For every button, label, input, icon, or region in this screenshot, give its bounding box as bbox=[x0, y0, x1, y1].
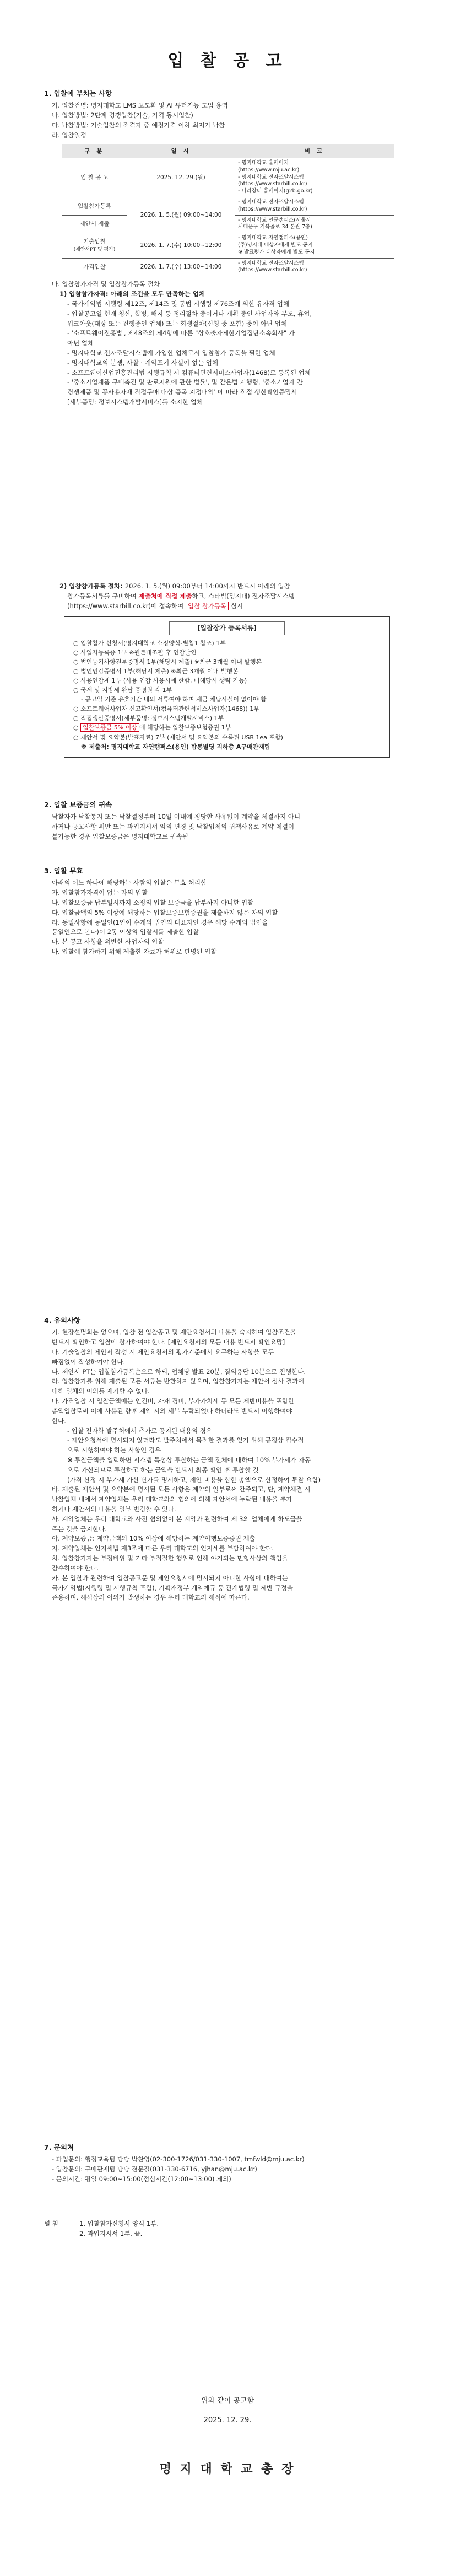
document-item: ○ 법인등기사항전부증명서 1부(해당시 제출) ※최근 3개월 이내 발행본 bbox=[73, 658, 262, 666]
note-subline: - 제안요청서에 명시되지 않더라도 발주처에서 목적한 결과를 얻기 위해 공정상 필수적 bbox=[67, 1436, 304, 1445]
document-item: ○ 제안서 및 요약본(발표자료) 7부 (제안서 및 요약본의 수록된 USB 1ea 포함) bbox=[73, 733, 283, 741]
table-cell: 2026. 1. 7.(수) 10:00~12:00 bbox=[127, 233, 235, 258]
cell-line: - 명지대학교 전자조달시스템 bbox=[238, 260, 304, 266]
document-item: ○ 사업자등록증 1부 ※원본대조필 후 인감날인 bbox=[73, 649, 197, 657]
note-line: 주는 것을 금지한다. bbox=[52, 1525, 107, 1533]
procedure-text: 하고, 스타빌(명지대) 전자조달시스템 bbox=[192, 592, 295, 600]
procedure-line bbox=[44, 602, 411, 611]
note-line: 한다. bbox=[52, 1416, 66, 1425]
note-line: 마. 가격입찰 시 입찰금액에는 인건비, 자재 경비, 부가가치세 등 모든 제반비용을 포함한 bbox=[52, 1397, 294, 1405]
note-line: 감수하여야 한다. bbox=[52, 1564, 99, 1572]
procedure-text: 2026. 1. 5.(월) 09:00부터 14:00까지 반드시 아래의 입찰 bbox=[124, 582, 290, 590]
table-cell: 2026. 1. 5.(월) 09:00~14:00 bbox=[127, 197, 235, 233]
procedure-link[interactable]: (https://www.starbill.co.kr)에 접속하여 bbox=[67, 602, 186, 610]
attachment-row bbox=[44, 2219, 411, 2239]
cell-line: - 명지대학교 자연캠퍼스(용인) bbox=[238, 235, 308, 242]
cell-sublabel: (제안서PT 및 평가) bbox=[73, 246, 116, 253]
document-item: ○ 입찰참가 신청서(명지대학교 소정양식-별첨1 참조) 1부 bbox=[73, 640, 226, 647]
procedure-line bbox=[44, 592, 411, 602]
qualification-item: - 명지대학교의 분쟁, 사찰 · 계약포기 사실이 없는 업체 bbox=[67, 358, 218, 367]
note-subline: 으로 가산되므로 투찰하고 하는 금액을 반드시 최종 확인 후 투찰할 것 bbox=[67, 1466, 259, 1474]
note-line: 국가계약법(시행령 및 시행규칙 포함), 기획재정부 계약예규 등 관계법령 및 제반 규정을 bbox=[52, 1584, 293, 1592]
cell-line: - 나라장터 홈페이지(g2b.go.kr) bbox=[238, 188, 313, 195]
item-line: 다. 낙찰방법: 기술입찰의 적격자 중 예정가격 이하 최저가 낙찰 bbox=[52, 121, 225, 129]
section-notes bbox=[44, 1315, 411, 1603]
table-cell: 가격입찰 bbox=[62, 258, 127, 276]
note-line: 대해 일체의 이의를 제기할 수 없다. bbox=[52, 1387, 150, 1396]
note-subline: (가격 산정 시 부가세 가산 단가를 명시하고, 제안 비용을 합한 총액으로 산정하여 투찰 요함) bbox=[67, 1475, 321, 1484]
cell-line: - 명지대학교 전자조달시스템 bbox=[238, 174, 304, 180]
note-subline: ※ 투찰금액을 입력하면 시스템 특성상 투찰하는 금액 전체에 대하여 10% 부가세가 자동 bbox=[67, 1456, 311, 1464]
cell-link[interactable]: (https://www.starbill.co.kr) bbox=[238, 181, 307, 187]
document-item: ○ 법인인감증명서 1부(해당시 제출) ※최근 3개월 이내 발행본 bbox=[73, 668, 239, 675]
item-line: 나. 입찰보증금 납부일시까지 소정의 입찰 보증금을 납부하지 아니한 입찰 bbox=[52, 899, 254, 906]
note-line: 총액입찰로써 이에 사용된 향후 계약 시의 세부 누락되었다 하더라도 반드시 이행하여야 bbox=[52, 1407, 292, 1415]
cell-line: - 명지대학교 전자조달시스템 bbox=[238, 198, 304, 205]
note-line: 사. 계약업체는 우리 대학교와 사전 협의없이 본 계약과 관련하여 제 3의 업체에게 하도급을 bbox=[52, 1515, 302, 1523]
qualification-item: 워크아웃(대상 또는 진행중인 업체) 또는 회생절차(신청 중 포함) 중이 아닌 업체 bbox=[67, 319, 287, 328]
contact-line[interactable]: - 입찰문의: 구매관재팀 담당 전문길(031-330-6716, yjhan@mju.ac.kr) bbox=[52, 2165, 257, 2174]
item-line: 마. 본 공고 사항을 위반한 사업자의 입찰 bbox=[52, 938, 164, 946]
section-heading: 7. 문의처 bbox=[44, 2143, 74, 2151]
section-bid-items bbox=[44, 88, 411, 407]
note-line: 차. 입찰참가자는 부정비위 및 기타 부적절한 행위로 인해 야기되는 민형사상의 책임을 bbox=[52, 1554, 289, 1563]
attachment-label: 별 첨 bbox=[44, 2220, 58, 2228]
contact-line[interactable]: - 과업문의: 행정교육팀 담당 박찬영(02-300-1726/031-330-1007, tmfwld@mju.ac.kr) bbox=[52, 2155, 305, 2164]
note-line: 라. 입찰참가를 위해 제출된 모든 서류는 반환하지 않으며, 입찰참가자는 제안서 심사 결과에 bbox=[52, 1377, 305, 1386]
table-cell bbox=[62, 233, 127, 258]
registration-emphasis: 입찰 참가등록 bbox=[186, 602, 229, 610]
attachment-item: 2. 과업지시서 1부. 끝. bbox=[79, 2229, 143, 2237]
subsection-heading: 마. 입찰참가자격 및 입찰참가등록 절차 bbox=[52, 280, 160, 288]
document-item: ○ 국세 및 지방세 완납 증명원 각 1부 bbox=[73, 686, 172, 694]
section-heading: 3. 입찰 무효 bbox=[44, 867, 83, 875]
cell-line: 서대문구 거북골로 34 본관 7층) bbox=[238, 224, 312, 230]
column-header: 구 분 bbox=[62, 144, 127, 158]
section-bond-forfeiture bbox=[44, 799, 411, 842]
section-contact bbox=[44, 2142, 411, 2185]
contact-line: - 문의시간: 평일 09:00~15:00(점심시간(12:00~13:00) 제외) bbox=[52, 2175, 231, 2183]
attachments bbox=[44, 2219, 411, 2239]
table-cell bbox=[235, 258, 394, 276]
table-cell bbox=[235, 215, 394, 233]
attachment-list bbox=[79, 2219, 159, 2239]
table-row bbox=[62, 158, 394, 197]
paragraph-line: 아래의 어느 하나에 해당하는 사람의 입찰은 무효 처리함 bbox=[52, 879, 207, 887]
cell-label: 기술입찰 bbox=[83, 238, 106, 245]
note-line: 낙찰업체 내에서 계약업체는 우리 대학교와의 협의에 의해 제안서에 누락된 내용을 추가 bbox=[52, 1495, 292, 1504]
qualification-item: - '소프트웨어진흥법', 제48조의 제4항에 따른 "상호출자제한기업집단소속회사" 가 bbox=[67, 329, 295, 337]
table-row bbox=[62, 197, 394, 215]
qualification-item: - 국가계약법 시행령 제12조, 제14조 및 동법 시행령 제76조에 의한 유자격 업체 bbox=[67, 299, 289, 308]
docbox-title: [입찰참가 등록서류] bbox=[169, 621, 285, 635]
note-line: 하거나 제안서의 내용을 일부 변경할 수 있다. bbox=[52, 1505, 176, 1513]
note-line: 자. 계약업체는 인지세법 제3조에 따른 우리 대학교의 인지세를 부담하여야 한다. bbox=[52, 1544, 274, 1553]
paragraph-line: 불가능한 경우 입찰보증금은 명지대학교로 귀속됨 bbox=[52, 833, 188, 840]
table-header-row bbox=[62, 144, 394, 158]
cell-link[interactable]: (https://www.mju.ac.kr) bbox=[238, 167, 300, 173]
table-row bbox=[62, 233, 394, 258]
note-line: 카. 본 입찰과 관련하여 입찰공고문 및 제안요청서에 명시되지 아니한 사항에 대하여는 bbox=[52, 1574, 289, 1582]
closing-notice: 위와 같이 공고함 bbox=[201, 2397, 254, 2405]
cell-link[interactable]: (https://www.starbill.co.kr) bbox=[238, 206, 307, 212]
table-cell bbox=[235, 158, 394, 197]
cell-line: - 명지대학교 인문캠퍼스(서울시 bbox=[238, 217, 311, 223]
table-cell: 입찰참가등록 bbox=[62, 197, 127, 215]
qualification-item: - 입찰공고일 현재 청산, 합병, 해지 등 정리절차 중이거나 계획 중인 사업자와 부도, 휴업, bbox=[67, 309, 312, 318]
paragraph-line: 하거나 공고사항 위반 또는 과업지시서 임의 변경 및 낙찰업체의 귀책사유로 계약 체결이 bbox=[52, 823, 295, 831]
direct-submit-emphasis: 제출처에 직접 제출 bbox=[138, 592, 192, 600]
qualification-item: 아닌 업체 bbox=[67, 339, 94, 347]
qualification-item: - 소프트웨어산업진흥관리법 시행규칙 시 컴퓨터관련서비스사업자(1468)로 등록된 업체 bbox=[67, 368, 311, 377]
signer: 명 지 대 학 교 총 장 bbox=[159, 2462, 296, 2476]
registration-procedure bbox=[44, 582, 411, 758]
item-line: 다. 입찰금액의 5% 이상에 해당하는 입찰보증보험증권을 제출하지 않은 자의 입찰 bbox=[52, 908, 278, 916]
item-line: 동일인으로 본다)이 2통 이상의 입찰서를 제출한 입찰 bbox=[52, 928, 199, 936]
note-line: 나. 기술입찰의 제안서 작성 시 제안요청서의 평가기준에서 요구하는 사항을 모두 bbox=[52, 1348, 274, 1356]
item-line: 가. 입찰건명: 명지대학교 LMS 고도화 및 AI 튜터기능 도입 용역 bbox=[52, 101, 228, 110]
table-cell: 입 찰 공 고 bbox=[62, 158, 127, 197]
note-line: 준용하며, 해석상의 이의가 발생하는 경우 우리 대학교의 해석에 따른다. bbox=[52, 1593, 250, 1602]
attachment-item: 1. 입찰참가신청서 양식 1부. bbox=[79, 2220, 159, 2228]
table-row bbox=[62, 258, 394, 276]
section-heading: 1. 입찰에 부치는 사항 bbox=[44, 89, 112, 98]
document-note: - 공고일 기준 유효기간 내의 서류여야 하며 세금 체납사실이 없어야 함 bbox=[81, 696, 267, 704]
table-cell: 2026. 1. 7.(수) 13:00~14:00 bbox=[127, 258, 235, 276]
note-line: 바. 제출된 제안서 및 요약본에 명시된 모든 사항은 계약의 일부로써 간주되고, 단, 계약체결 시 bbox=[52, 1485, 311, 1494]
submission-place-note: ※ 제출처: 명지대학교 자연캠퍼스(용인) 함봉빌딩 지하층 A구매관재팀 bbox=[81, 743, 270, 750]
item-line: 나. 입찰방법: 2단계 경쟁입찰(기술, 가격 동시입찰) bbox=[52, 111, 193, 120]
column-header: 일 시 bbox=[127, 144, 235, 158]
qualification-item: - 명지대학교 전자조달시스템에 가입한 업체로서 입찰참가 등록을 필한 업체 bbox=[67, 348, 275, 357]
item-line: 라. 동일사항에 동일인(1인이 수개의 법인의 대표자인 경우 해당 수개의 법인을 bbox=[52, 918, 268, 926]
note-line: 빠짐없이 작성하여야 한다. bbox=[52, 1357, 126, 1366]
qualification-item: [세부품명: 정보시스템개발서비스]를 소지한 업체 bbox=[67, 398, 203, 406]
qualification-label: 1) 입찰참가자격: bbox=[59, 290, 111, 298]
page-title: 입 찰 공 고 bbox=[167, 51, 288, 71]
qualification-heading bbox=[44, 289, 411, 299]
note-line: 반드시 확인하고 입찰에 참가하여야 한다. [제안요청서의 모든 내용 반드시 확인요망] bbox=[52, 1338, 285, 1346]
table-cell bbox=[235, 197, 394, 215]
cell-link[interactable]: (https://www.starbill.co.kr) bbox=[238, 267, 307, 273]
section-heading: 2. 입찰 보증금의 귀속 bbox=[44, 801, 112, 809]
item-line: 가. 입찰참가자격이 없는 자의 입찰 bbox=[52, 889, 148, 897]
table-cell: 제안서 제출 bbox=[62, 215, 127, 233]
registration-documents-box bbox=[64, 616, 390, 757]
item-line: 라. 입찰일정 bbox=[52, 131, 86, 139]
note-subline: - 입찰 전자화 발주처에서 추가로 공지된 내용의 경우 bbox=[67, 1426, 213, 1435]
table-cell: 2025. 12. 29.(월) bbox=[127, 158, 235, 197]
note-line: 가. 현장설명회는 없으며, 입찰 전 입찰공고 및 제안요청서의 내용을 숙지하여 입찰조건을 bbox=[52, 1328, 296, 1337]
table-cell bbox=[235, 233, 394, 258]
document-item: ○ 입찰보증금 5% 이상 에 해당하는 입찰보증보험증권 1부 bbox=[73, 724, 231, 732]
column-header: 비 고 bbox=[235, 144, 394, 158]
section-bid-invalid bbox=[44, 866, 411, 957]
qualification-item: - '중소기업제품 구매촉진 및 판로지원에 관한 법률', 및 같은법 시행령, '중소기업자 간 bbox=[67, 378, 303, 387]
note-subline: 으로 시행하여야 하는 사항인 경우 bbox=[67, 1446, 161, 1455]
closing-date: 2025. 12. 29. bbox=[203, 2416, 252, 2424]
item-line: 바. 입찰에 참가하기 위해 제출한 자료가 허위로 판명된 입찰 bbox=[52, 948, 217, 956]
procedure-text: 실시 bbox=[229, 602, 243, 610]
document-item: ○ 직접생산증명서(세부품명: 정보시스템개발서비스) 1부 bbox=[73, 715, 224, 722]
qualification-item: 경쟁제품 및 공사용자재 직접구매 대상 품목 지정내역' 에 따라 직접 생산확인증명서 bbox=[67, 388, 297, 396]
procedure-text: 참가등록서류를 구비하여 bbox=[67, 592, 139, 600]
procedure-line bbox=[44, 582, 411, 592]
section-heading: 4. 유의사항 bbox=[44, 1316, 81, 1324]
note-line: 다. 제안서 PT는 입찰참가등록순으로 하되, 업체당 발표 20분, 질의응답 10분으로 진행한다. bbox=[52, 1367, 306, 1376]
schedule-table bbox=[62, 144, 394, 277]
note-line: 아. 계약보증금: 계약금액의 10% 이상에 해당하는 계약이행보증증권 제출 bbox=[52, 1534, 256, 1543]
cell-line: ※ 발표평가 대상자에게 별도 공지 bbox=[238, 249, 315, 255]
qualification-condition: 아래의 조건을 모두 만족하는 업체 bbox=[110, 290, 205, 298]
bond-emphasis: 입찰보증금 5% 이상 bbox=[80, 723, 139, 732]
document-item: ○ 사용인감계 1부 (사용 인감 사용시에 한함, 미해당시 생략 가능) bbox=[73, 677, 247, 685]
paragraph-line: 낙찰자가 낙찰통지 또는 낙찰결정부터 10일 이내에 정당한 사유없이 계약을 체결하지 아니 bbox=[52, 813, 301, 821]
cell-line: (주)명지대 대상자에게 별도 공지 bbox=[238, 242, 313, 249]
document-item: ○ 소프트웨어사업자 신고확인서(컴퓨터관련서비스사업자(1468)) 1부 bbox=[73, 705, 259, 713]
procedure-label: 2) 입찰참가등록 절차: bbox=[59, 582, 125, 590]
cell-line: - 명지대학교 홈페이지 bbox=[238, 159, 289, 166]
